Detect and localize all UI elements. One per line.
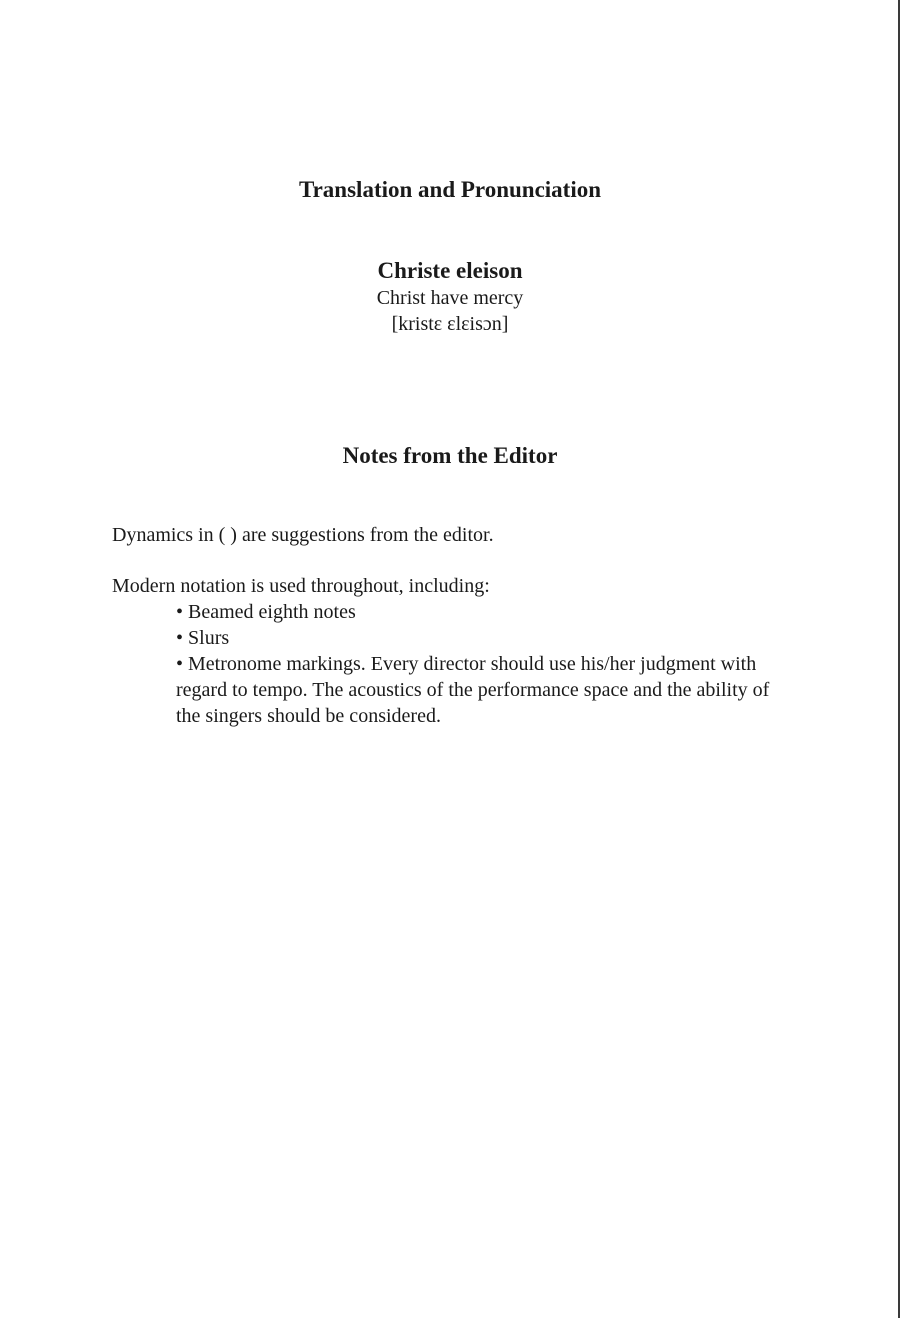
dynamics-note: Dynamics in ( ) are suggestions from the editor. xyxy=(112,524,494,546)
notation-intro: Modern notation is used throughout, including: xyxy=(112,575,490,597)
list-item: • Slurs xyxy=(176,625,796,651)
list-item: • Metronome markings. Every director should use his/her judgment with regard to tempo. The acoustics of the performance space and the ability of the singers should be considered. xyxy=(176,651,796,729)
notation-list xyxy=(176,599,796,729)
translation-heading: Translation and Pronunciation xyxy=(298,177,602,202)
latin-phrase: Christe eleison xyxy=(377,258,523,283)
editor-notes-heading: Notes from the Editor xyxy=(342,443,558,468)
english-translation: Christ have mercy xyxy=(376,287,524,309)
ipa-pronunciation: [kristɛ ɛlɛisɔn] xyxy=(391,313,509,335)
list-item: • Beamed eighth notes xyxy=(176,599,796,625)
